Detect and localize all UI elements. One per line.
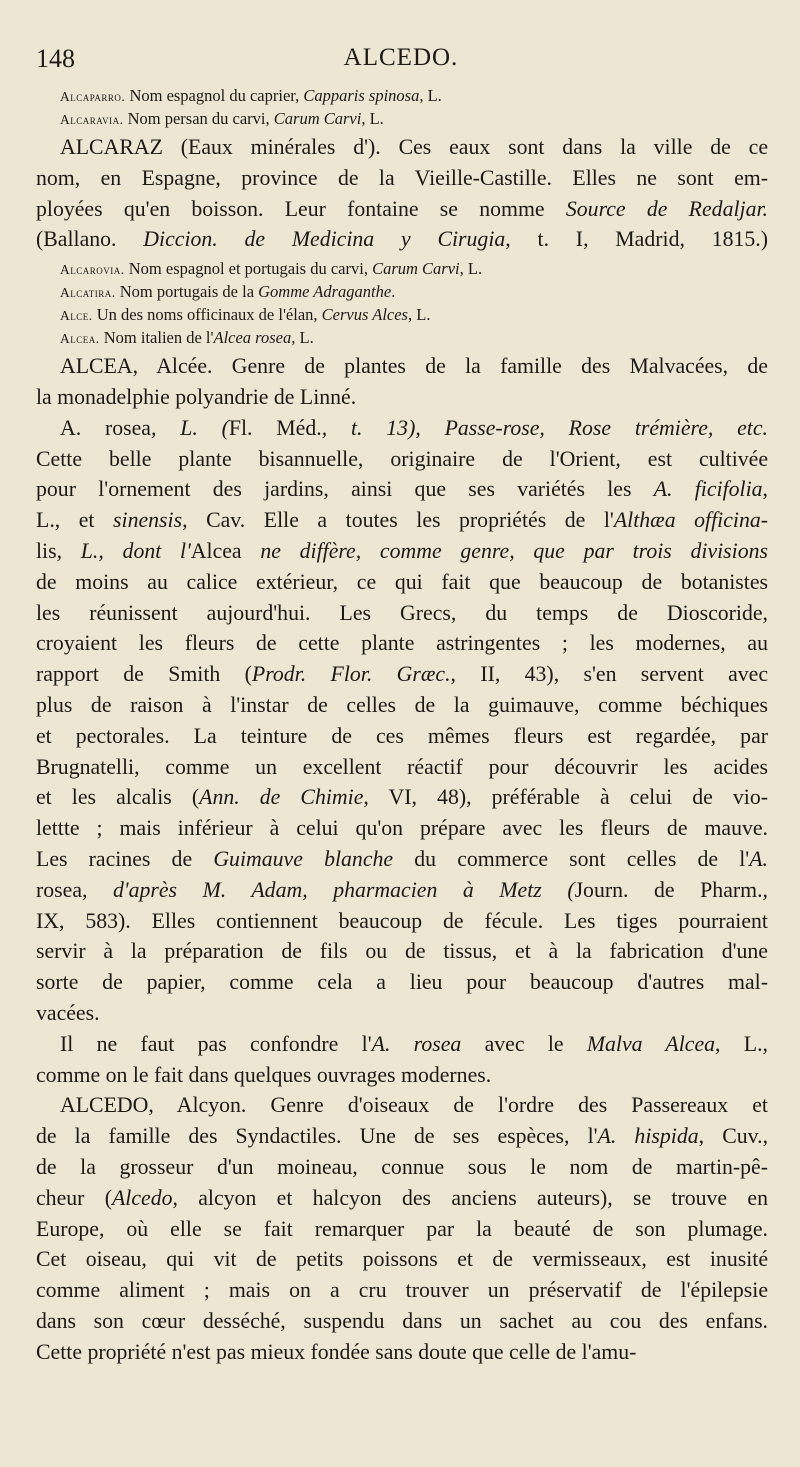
alcea-rosea-line: A. rosea, L. (Fl. Méd., t. 13), Passe-rose, Rose trémière, etc. bbox=[60, 415, 768, 440]
alcea-rosea-line: les réunissent aujourd'hui. Les Grecs, du temps de Dioscoride, bbox=[36, 600, 768, 625]
alcea-rosea-line: pour l'ornement des jardins, ainsi que ses variétés les A. ficifolia, bbox=[36, 477, 768, 502]
page-header bbox=[36, 44, 766, 84]
entry-alcatira: Alcatira. Nom portugais de la Gomme Adraganthe. bbox=[60, 282, 396, 302]
entry-alcaparro: Alcaparro. Nom espagnol du caprier, Capparis spinosa, L. bbox=[60, 86, 442, 105]
alcea-rosea-line: Les racines de Guimauve blanche du commerce sont celles de l'A. bbox=[36, 846, 768, 871]
entry-alcaraz: ALCARAZ (Eaux minérales d'). Ces eaux sont dans la ville de ce nom, en Espagne, province de la Vieille-Castille. Elles ne sont em- ployées qu'en boisson. Leur fontaine se nomme Source de Redaljar. (Ballano. Diccion. de Medicina y Cirugia, t. I, Madrid, 1815.) bbox=[36, 135, 768, 252]
alcea-rosea-line: rapport de Smith (Prodr. Flor. Græc., II, 43), s'en servent avec bbox=[36, 662, 769, 687]
page-number: 148 bbox=[36, 44, 75, 73]
alcedo-line: cheur (Alcedo, alcyon et halcyon des anciens auteurs), se trouve en bbox=[36, 1185, 768, 1210]
entry-alcaravia: Alcaravia. Nom persan du carvi, Carum Carvi, L. bbox=[60, 109, 384, 128]
alcea-rosea-line: IX, 583). Elles contiennent beaucoup de fécule. Les tiges pourraient bbox=[36, 908, 768, 933]
alcedo-line: ALCEDO, Alcyon. Genre d'oiseaux de l'ordre des Passereaux et bbox=[60, 1093, 768, 1118]
alcedo-line: de la famille des Syndactiles. Une de ses espèces, l'A. hispida, Cuv., bbox=[36, 1124, 769, 1149]
alcea-rosea-line: lettte ; mais inférieur à celui qu'on prépare avec les fleurs de mauve. bbox=[36, 816, 768, 841]
alcedo-line: dans son cœur desséché, suspendu dans un sachet au cou des enfans. bbox=[36, 1308, 768, 1333]
alcea-rosea-line: lis, L., dont l'Alcea ne diffère, comme genre, que par trois divisions bbox=[36, 538, 768, 563]
alcea-rosea-line: croyaient les fleurs de cette plante astringentes ; les modernes, au bbox=[36, 631, 768, 656]
alcea-rosea-line: plus de raison à l'instar de celles de la guimauve, comme béchiques bbox=[36, 692, 768, 717]
entry-alcedo bbox=[36, 1090, 768, 1367]
alcedo-line: de la grosseur d'un moineau, connue sous le nom de martin-pê- bbox=[36, 1154, 768, 1179]
alcea-rosea-line: de moins au calice extérieur, ce qui fait que beaucoup de botanistes bbox=[36, 569, 768, 594]
alcea-rosea-line: rosea, d'après M. Adam, pharmacien à Metz (Journ. de Pharm., bbox=[36, 877, 768, 902]
alcea-rosea-line: vacées. bbox=[36, 1000, 100, 1025]
alcea-rosea-line: sorte de papier, comme cela a lieu pour beaucoup d'autres mal- bbox=[36, 970, 768, 995]
alcedo-line: Cet oiseau, qui vit de petits poissons et de vermisseaux, est inusité bbox=[36, 1247, 768, 1272]
alcedo-line: comme aliment ; mais on a cru trouver un préservatif de l'épilepsie bbox=[36, 1278, 768, 1303]
alcea-rosea-line: servir à la préparation de fils ou de tissus, et à la fabrication d'une bbox=[36, 939, 768, 964]
entry-alcea-italian: Alcea. Nom italien de l'Alcea rosea, L. bbox=[60, 328, 314, 348]
entry-alcarovia: Alcarovia. Nom espagnol et portugais du carvi, Carum Carvi, L. bbox=[60, 259, 483, 279]
running-head: ALCEDO. bbox=[343, 44, 459, 71]
alcea-rosea-line: L., et sinensis, Cav. Elle a toutes les propriétés de l'Althæa officina- bbox=[36, 508, 769, 533]
alcedo-line: Cette propriété n'est pas mieux fondée sans doute que celle de l'amu- bbox=[36, 1339, 637, 1364]
alcea-rosea-line: Cette belle plante bisannuelle, originaire de l'Orient, est cultivée bbox=[36, 446, 768, 471]
entry-alcea: ALCEA, Alcée. Genre de plantes de la famille des Malvacées, de la monadelphie polyandrie de Linné. A. rosea, L. (Fl. Méd., t. 13), Passe-rose, Rose trémière, etc. Cette belle plante bisannuelle, originaire de l'Orient, est cultivée pour l'ornement des jardins, ainsi que ses variétés les A. ficifolia, L., et sinensis, Cav. Elle a toutes les propriétés de l'Althæa officina- lis, L., dont l'Alcea ne diffère, comme genre, que par trois divisions de moins au calice extérieur, ce qui fait que beaucoup de botanistes les réunissent aujourd'hui. Les Grecs, du temps de Dioscoride, croyaient les fleurs de cette plante astringentes ; les modernes, au rapport de Smith (Prodr. Flor. Græc., II, 43), s'en servent avec plus de raison à l'instar de celles de la guimauve, comme béchiques et pectorales. La teinture de ces mêmes fleurs est regardée, par Brugnatelli, comme un excellent réactif pour découvrir les acides et les alcalis (Ann. de Chimie, VI, 48), préférable à celui de vio- lettte ; mais inférieur à celui qu'on prépare avec les fleurs de mauve. Les racines de Guimauve blanche du commerce sont celles de l'A. rosea, d'après M. Adam, pharmacien à Metz (Journ. de Pharm., IX, 583). Elles contiennent beaucoup de fécule. Les tiges pourraient servir à la préparation de fils ou de tissus, et à la fabrication d'une sorte de papier, comme cela a lieu pour beaucoup d'autres mal- vacées. Il ne faut pas confondre l'A. rosea avec le Malva Alcea, L., comme on le fait dans quelques ouvrages modernes. bbox=[36, 351, 768, 1090]
alcea-rosea-line: et les alcalis (Ann. de Chimie, VI, 48), préférable à celui de vio- bbox=[36, 785, 768, 810]
entry-alce: Alce. Un des noms officinaux de l'élan, Cervus Alces, L. bbox=[60, 305, 431, 325]
alcea-note-line: Il ne faut pas confondre l'A. rosea avec le Malva Alcea, L., bbox=[60, 1031, 768, 1056]
page-body bbox=[36, 86, 768, 1367]
alcedo-line: Europe, où elle se fait remarquer par la beauté de son plumage. bbox=[36, 1216, 768, 1241]
alcea-paragraph-rosea bbox=[36, 413, 768, 1029]
alcea-paragraph-note bbox=[36, 1029, 768, 1091]
alcea-rosea-line: Brugnatelli, comme un excellent réactif pour découvrir les acides bbox=[36, 754, 768, 779]
alcea-rosea-line: et pectorales. La teinture de ces mêmes fleurs est regardée, par bbox=[36, 723, 768, 748]
alcea-note-line: comme on le fait dans quelques ouvrages modernes. bbox=[36, 1062, 492, 1087]
